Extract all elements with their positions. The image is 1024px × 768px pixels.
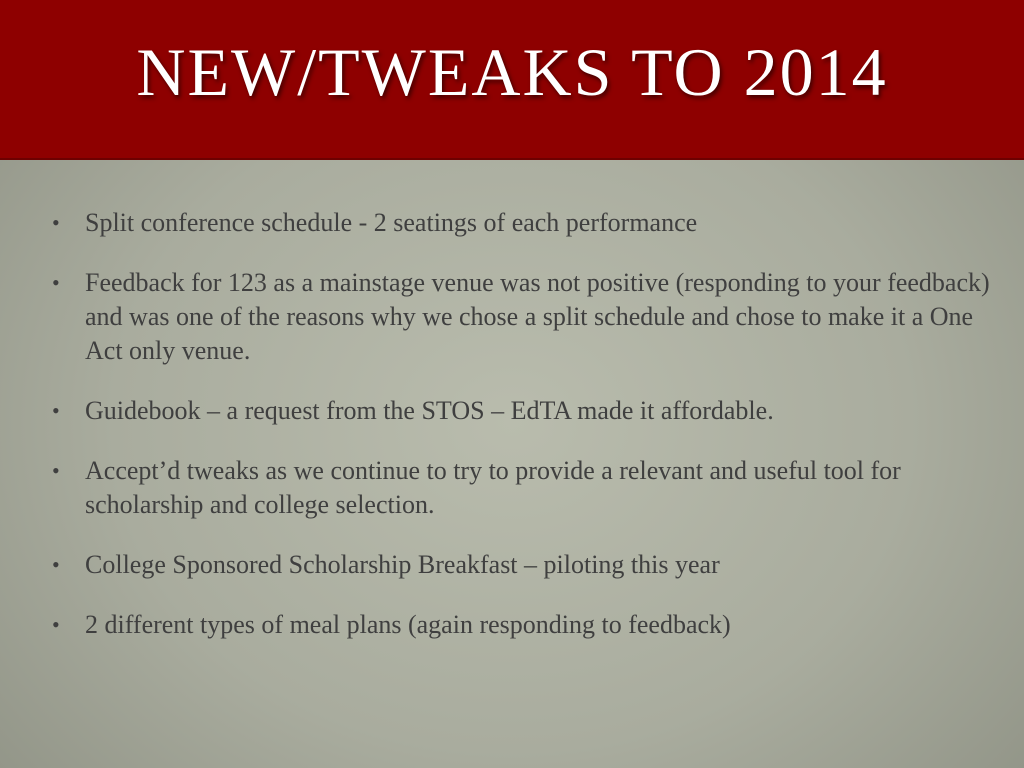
- bullet-item: [52, 608, 992, 642]
- bullet-item: [52, 266, 992, 368]
- bullet-point-icon: •: [52, 612, 60, 637]
- bullet-text: Split conference schedule - 2 seatings of each performance: [85, 208, 698, 237]
- bullet-point-icon: •: [52, 458, 60, 483]
- bullet-item: [52, 548, 992, 582]
- bullet-point-icon: •: [52, 210, 60, 235]
- bullet-text: College Sponsored Scholarship Breakfast – piloting this year: [85, 550, 720, 579]
- bullet-list: [52, 206, 992, 668]
- bullet-item: [52, 454, 992, 522]
- bullet-text: Guidebook – a request from the STOS – EdTA made it affordable.: [85, 396, 774, 425]
- title-banner: [0, 0, 1024, 160]
- bullet-item: [52, 394, 992, 428]
- bullet-point-icon: •: [52, 398, 60, 423]
- bullet-item: [52, 206, 992, 240]
- bullet-text: Feedback for 123 as a mainstage venue was not positive (responding to your feedback) and was one of the reasons why we chose a split schedule and chose to make it a One Act only venue.: [85, 268, 990, 365]
- slide-title: NEW/TWEAKS TO 2014: [136, 34, 888, 110]
- bullet-text: Accept’d tweaks as we continue to try to provide a relevant and useful tool for scholarship and college selection.: [85, 456, 901, 519]
- bullet-text: 2 different types of meal plans (again responding to feedback): [85, 610, 731, 639]
- bullet-point-icon: •: [52, 270, 60, 295]
- bullet-point-icon: •: [52, 552, 60, 577]
